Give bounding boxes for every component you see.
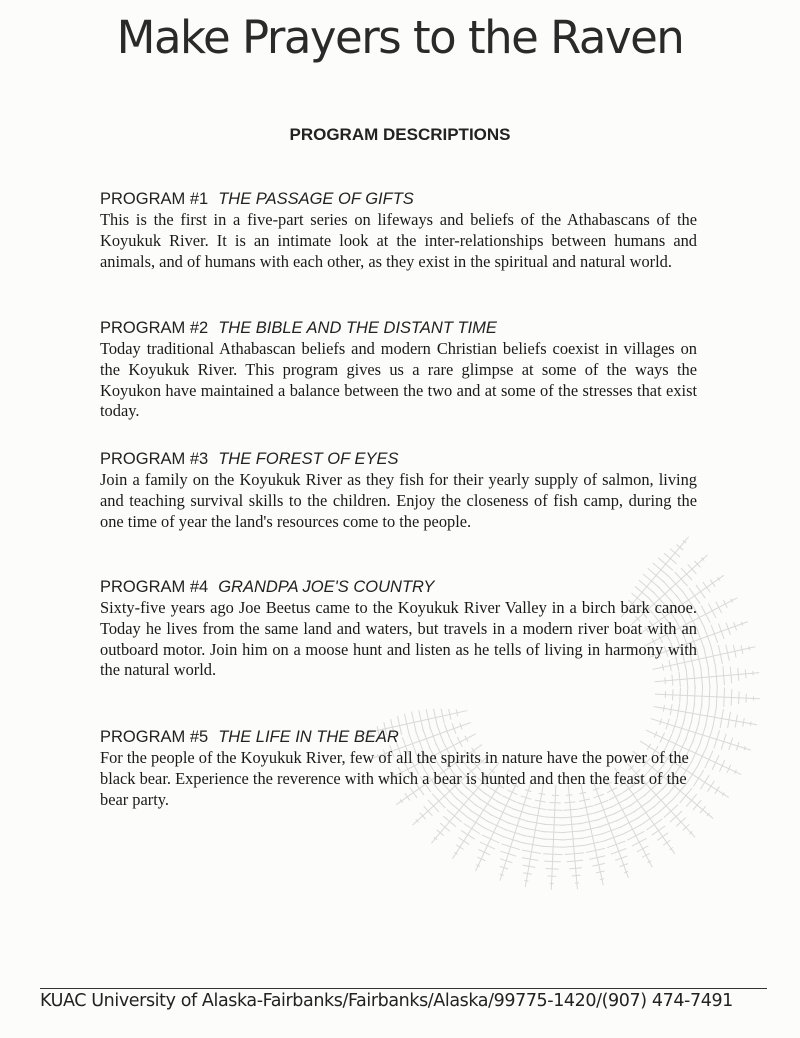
program-description: Sixty-five years ago Joe Beetus came to the Koyukuk River Valley in a birch bark canoe. Today he lives from the same land and waters, but travels in a modern river boat with an outboard motor. Join him on a moose hunt and listen as he tells of living in harmony with the natural world. (100, 598, 697, 680)
program-description: Join a family on the Koyukuk River as they fish for their yearly supply of salmon, living and teaching survival skills to the children. Enjoy the closeness of fish camp, during the one time of year the land's resources come to the people. (100, 470, 697, 531)
program-title: THE PASSAGE OF GIFTS (218, 190, 414, 208)
program-title: THE LIFE IN THE BEAR (218, 728, 399, 746)
program-description: For the people of the Koyukuk River, few of all the spirits in nature have the power of the black bear. Experience the reverence with which a bear is hunted and then the feast of the bear party. (100, 748, 689, 809)
program-number: PROGRAM #3 (100, 450, 209, 468)
program-3 (100, 448, 697, 532)
program-heading (100, 448, 697, 470)
program-description: Today traditional Athabascan beliefs and modern Christian beliefs coexist in villages on the Koyukuk River. This program gives us a rare glimpse at some of the ways the Koyukon have maintained a balance between the two and at some of the stresses that exist today. (100, 339, 697, 421)
program-number: PROGRAM #1 (100, 190, 209, 208)
footer-divider (40, 988, 767, 989)
program-number: PROGRAM #5 (100, 728, 209, 746)
program-heading (100, 576, 697, 598)
footer-address: KUAC University of Alaska-Fairbanks/Fairbanks/Alaska/99775-1420/(907) 474-7491 (40, 991, 733, 1011)
program-5 (100, 726, 697, 810)
program-title: THE FOREST OF EYES (218, 450, 399, 468)
program-4 (100, 576, 697, 681)
program-heading (100, 317, 697, 339)
program-title: THE BIBLE AND THE DISTANT TIME (218, 319, 497, 337)
page-title: Make Prayers to the Raven (116, 11, 684, 64)
section-heading: PROGRAM DESCRIPTIONS (289, 125, 511, 144)
program-heading (100, 188, 697, 210)
program-title: GRANDPA JOE'S COUNTRY (218, 578, 435, 596)
program-number: PROGRAM #2 (100, 319, 209, 337)
program-heading (100, 726, 697, 748)
program-1 (100, 188, 697, 272)
program-number: PROGRAM #4 (100, 578, 209, 596)
program-2 (100, 317, 697, 422)
program-description: This is the first in a five-part series on lifeways and beliefs of the Athabascans of the Koyukuk River. It is an intimate look at the inter-relationships between humans and animals, and of humans with each other, as they exist in the spiritual and natural world. (100, 210, 697, 271)
